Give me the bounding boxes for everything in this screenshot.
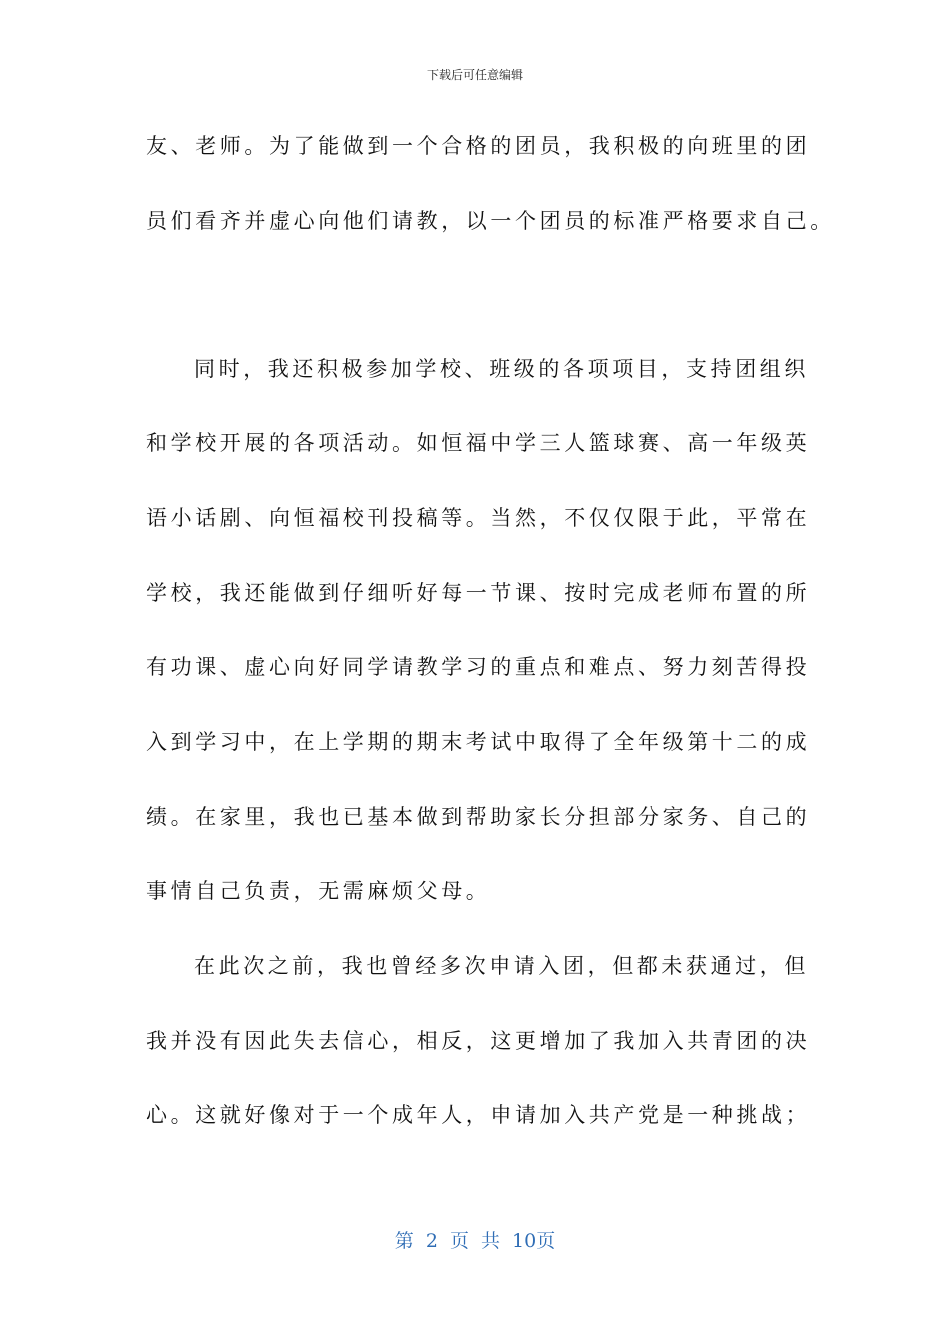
text-line: 心。这就好像对于一个成年人，申请加入共产党是一种挑战；: [146, 1103, 811, 1127]
text-line: 语小话剧、向恒福校刊投稿等。当然，不仅仅限于此，平常在: [146, 506, 811, 530]
text-line: 和学校开展的各项活动。如恒福中学三人篮球赛、高一年级英: [146, 431, 811, 455]
paragraph-start-line: 在此次之前，我也曾经多次申请入团，但都未获通过，但: [194, 954, 809, 978]
text-line: 友、老师。为了能做到一个合格的团员，我积极的向班里的团: [146, 134, 811, 158]
page-header: 下载后可任意编辑: [426, 68, 523, 82]
text-line: 绩。在家里，我也已基本做到帮助家长分担部分家务、自己的: [146, 805, 811, 829]
text-line: 有功课、虚心向好同学请教学习的重点和难点、努力刻苦得投: [146, 655, 811, 679]
text-line: 入到学习中，在上学期的期末考试中取得了全年级第十二的成: [146, 730, 811, 754]
text-line: 我并没有因此失去信心，相反，这更增加了我加入共青团的决: [146, 1029, 811, 1053]
page-footer: 第 2 页 共 10页: [394, 1230, 556, 1252]
text-line: 事情自己负责，无需麻烦父母。: [146, 879, 491, 903]
text-line: 员们看齐并虚心向他们请教，以一个团员的标准严格要求自己。: [146, 209, 835, 233]
paragraph-start-line: 同时，我还积极参加学校、班级的各项项目，支持团组织: [194, 357, 809, 381]
text-line: 学校，我还能做到仔细听好每一节课、按时完成老师布置的所: [146, 581, 811, 605]
